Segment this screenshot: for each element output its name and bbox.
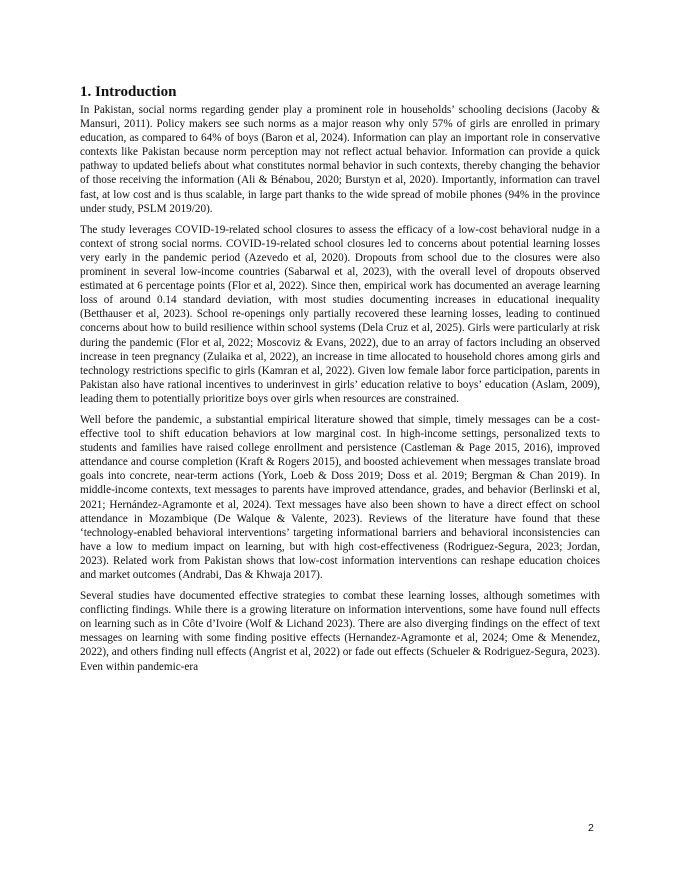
paragraph: The study leverages COVID-19-related school closures to assess the efficacy of a low-cost behavioral nudge in a context of strong social norms. COVID-19-related school closures led to concerns about potential learning losses very early in the pandemic period (Azevedo et al, 2020). Dropouts from school due to the closures were also prominent in several low-income countries (Sabarwal et al, 2023), with the overall level of dropouts observed estimated at 6 percentage points (Flor et al, 2022). Since then, empirical work has documented an average learning loss of around 0.14 standard deviation, with most studies documenting increases in educational inequality (Betthauser et al, 2023). School re-openings only partially recovered these learning losses, leading to continued concerns about how to build resilience within school systems (Dela Cruz et al, 2025). Girls were particularly at risk during the pandemic (Flor et al, 2022; Moscoviz & Evans, 2022), due to an array of factors including an observed increase in teen pregnancy (Zulaika et al, 2022), an increase in time allocated to household chores among girls and technology restrictions specific to girls (Kamran et al, 2022). Given low female labor force participation, parents in Pakistan also have rational incentives to underinvest in girls’ education relative to boys’ education (Aslam, 2009), leading them to potentially prioritize boys over girls when resources are constrained.	[80, 223, 600, 405]
page-body	[80, 82, 600, 681]
paragraph: Several studies have documented effective strategies to combat these learning losses, although sometimes with conflicting findings. While there is a growing literature on information interventions, some have found null effects on learning such as in Côte d’Ivoire (Wolf & Lichand 2023). There are also diverging findings on the effect of text messages on learning with some finding positive effects (Hernandez-Agramonte et al, 2024; Ome & Menendez, 2022), and others finding null effects (Angrist et al, 2022) or fade out effects (Schueler & Rodriguez-Segura, 2023). Even within pandemic-era	[80, 590, 600, 673]
paragraph: In Pakistan, social norms regarding gender play a prominent role in households’ schooling decisions (Jacoby & Mansuri, 2011). Policy makers see such norms as a major reason why only 57% of girls are enrolled in primary education, as compared to 64% of boys (Baron et al, 2024). Information can play an important role in conservative contexts like Pakistan because norm perception may not reflect actual behavior. Information can provide a quick pathway to updated beliefs about what constitutes normal behavior in such contexts, thereby changing the behavior of those receiving the information (Ali & Bénabou, 2020; Burstyn et al, 2020). Importantly, information can travel fast, at low cost and is thus scalable, in large part thanks to the wide spread of mobile phones (94% in the province under study, PSLM 2019/20).	[80, 104, 600, 215]
section-heading: 1. Introduction	[80, 84, 177, 100]
page-number: 2	[588, 822, 594, 834]
paragraph: Well before the pandemic, a substantial empirical literature showed that simple, timely messages can be a cost-effective tool to shift education behaviors at low marginal cost. In high-income settings, personalized texts to students and families have raised college enrollment and persistence (Castleman & Page 2015, 2016), improved attendance and course completion (Kraft & Rogers 2015), and boosted achievement when messages translate broad goals into concrete, near-term actions (York, Loeb & Doss 2019; Doss et al. 2019; Bergman & Chan 2019). In middle-income contexts, text messages to parents have improved attendance, grades, and behavior (Berlinski et al, 2021; Hernández-Agramonte et al, 2024). Text messages have also been shown to have a direct effect on school attendance in Mozambique (De Walque & Valente, 2023). Reviews of the literature have found that these ‘technology-enabled behavioral interventions’ targeting informational barriers and behavioral inconsistencies can have a low to medium impact on learning, but with high cost-effectiveness (Rodriguez-Segura, 2023; Jordan, 2023). Related work from Pakistan shows that low-cost information interventions can reshape education choices and market outcomes (Andrabi, Das & Khwaja 2017).	[80, 413, 600, 581]
